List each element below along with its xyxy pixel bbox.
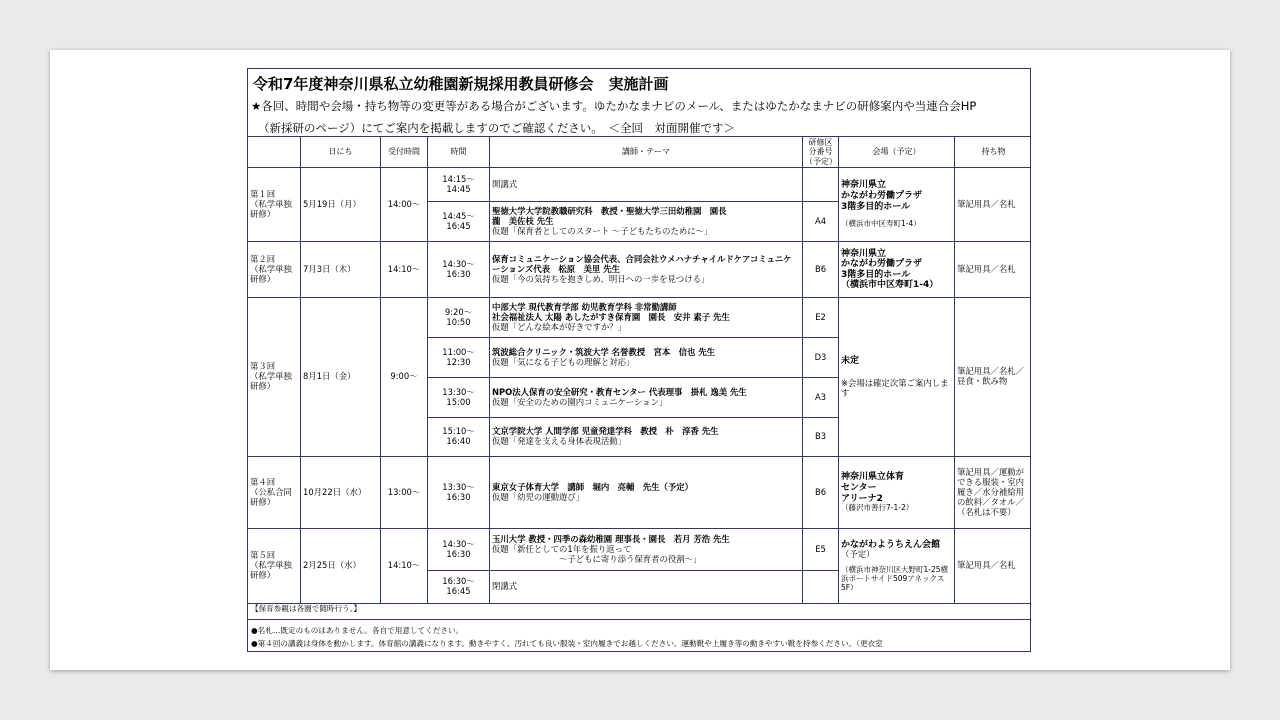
venue-cell — [839, 168, 955, 242]
footer-note-session4: ●第４回の講義は身体を動かします。体育館の講義になります。動きやすく、汚れても良い服装・室内履きでお越しください。運動靴や上履き等の動きやすい靴を持参ください。（更衣室 — [251, 639, 883, 648]
items-cell: 筆記用具／名札／昼食・飲み物 — [955, 298, 1032, 457]
reception-cell: 14:00～ — [381, 168, 428, 242]
document-title: 令和7年度神奈川県私立幼稚園新規採用教員研修会 実施計画 — [253, 75, 669, 93]
venue-address: （横浜市神奈川区大野町1-25横浜ポートサイド509アネックス5F） — [841, 565, 949, 592]
lecturer-text: 中部大学 現代教育学部 幼児教育学科 非常勤講師 社会福祉法人 太陽 あしたがすき保育園 園長 安井 素子 先生 — [492, 301, 730, 322]
venue-cell — [839, 457, 955, 529]
venue-address: （藤沢市善行7-1-2） — [841, 503, 914, 513]
header-session — [248, 137, 301, 168]
time-cell: 14:30～ 16:30 — [428, 529, 490, 571]
lecturer-text: 文京学院大学 人間学部 児童発達学科 教授 朴 淳香 先生 — [492, 426, 719, 437]
venue-note: （予定） — [841, 549, 875, 560]
reception-cell: 9:00～ — [381, 298, 428, 457]
theme-text: 仮題「安全のための園内コミュニケーション」 — [492, 396, 668, 407]
table-header-row — [248, 137, 1032, 168]
code-cell — [803, 571, 839, 604]
items-cell: 筆記用具／名札 — [955, 242, 1032, 298]
header-reception: 受付時間 — [381, 137, 428, 168]
code-cell: B3 — [803, 418, 839, 457]
time-cell: 16:30～ 16:45 — [428, 571, 490, 604]
table-row — [248, 529, 1032, 571]
code-cell: D3 — [803, 338, 839, 378]
code-cell: B6 — [803, 242, 839, 298]
theme-text: 仮題「保育者としてのスタート ～子どもたちのために～」 — [492, 225, 713, 236]
lecturer-text: 玉川大学 教授・四季の森幼稚園 理事長・園長 若月 芳浩 先生 — [492, 533, 730, 544]
items-cell: 筆記用具／名札 — [955, 168, 1032, 242]
time-cell: 11:00～ 12:30 — [428, 338, 490, 378]
items-cell: 筆記用具／運動ができる服装・室内履き／水分補給用の飲料／タオル／（名札は不要） — [955, 457, 1032, 529]
table-row — [248, 298, 1032, 338]
lecturer-theme-cell — [490, 168, 803, 202]
session-cell: 第４回 （公私合同 研修） — [248, 457, 301, 529]
header-date: 日にち — [301, 137, 381, 168]
code-cell: E5 — [803, 529, 839, 571]
lecturer-theme-cell — [490, 418, 803, 457]
theme-text: 仮題「気になる子どもの理解と対応」 — [492, 356, 635, 367]
date-cell: 8月1日（金） — [301, 298, 381, 457]
lecturer-theme-cell — [490, 242, 803, 298]
items-cell: 筆記用具／名札 — [955, 529, 1032, 604]
reception-cell: 14:10～ — [381, 529, 428, 604]
venue-name: 神奈川県立体育 センター アリーナ2 — [841, 472, 905, 504]
theme-text: 仮題「発達を支える身体表現活動」 — [492, 436, 626, 447]
theme-text: 仮題「どんな絵本が好きですか？」 — [492, 321, 626, 332]
code-cell: A3 — [803, 378, 839, 418]
footer-divider — [248, 619, 1031, 620]
venue-cell — [839, 298, 955, 457]
code-cell: E2 — [803, 298, 839, 338]
time-cell: 14:15～ 14:45 — [428, 168, 490, 202]
time-cell: 14:30～ 16:30 — [428, 242, 490, 298]
reception-cell: 13:00～ — [381, 457, 428, 529]
date-cell: 7月3日（木） — [301, 242, 381, 298]
schedule-sheet — [247, 68, 1031, 652]
time-cell: 13:30～ 15:00 — [428, 378, 490, 418]
header-items: 持ち物 — [955, 137, 1032, 168]
notice-line-2: （新採研のページ）にてご案内を掲載しますのでご確認ください。 ＜全回 対面開催です＞ — [258, 121, 736, 135]
schedule-table — [247, 136, 1031, 604]
venue-cell — [839, 242, 955, 298]
header-lecturer: 講師・テーマ — [490, 137, 803, 168]
lecturer-text: NPO法人保育の安全研究・教育センター 代表理事 掛札 逸美 先生 — [492, 386, 747, 397]
date-cell: 2月25日（水） — [301, 529, 381, 604]
theme-text: 仮題「幼児の運動遊び」 — [492, 491, 585, 502]
time-cell: 14:45～ 16:45 — [428, 202, 490, 242]
lecturer-text: 聖徳大学大学院教職研究科 教授・聖徳大学三田幼稚園 園長 瀧 美佐枝 先生 — [492, 205, 727, 226]
lecturer-text: 東京女子体育大学 講師 堀内 亮輔 先生（予定） — [492, 481, 693, 492]
date-cell: 10月22日（水） — [301, 457, 381, 529]
time-cell: 9:20～ 10:50 — [428, 298, 490, 338]
theme-text: 閉講式 — [492, 581, 518, 592]
session-cell: 第２回 （私学単独 研修） — [248, 242, 301, 298]
venue-name: 神奈川県立 かながわ労働プラザ 3階多目的ホール （横浜市中区寿町1-4） — [841, 248, 939, 291]
theme-text: 仮題「新任としての1年を振り返って ～子どもに寄り添う保育者の役割～」 — [492, 543, 702, 564]
venue-name: 神奈川県立 かながわ労働プラザ 3階多目的ホール — [841, 180, 923, 212]
code-cell — [803, 168, 839, 202]
lecturer-text: 保育コミュニケーション協会代表、合同会社ウメハナチャイルドケアコミュニケーションズ代表 松原 美里 先生 — [492, 253, 792, 274]
venue-address: （横浜市中区寿町1-4） — [841, 219, 921, 229]
notice-line-1: ★各回、時間や会場・持ち物等の変更等がある場合がございます。ゆたかなまナビのメール、またはゆたかなまナビの研修案内や当連合会HP — [251, 99, 977, 113]
table-row — [248, 242, 1032, 298]
venue-note: ※会場は確定次第ご案内します — [841, 377, 949, 398]
lecturer-theme-cell — [490, 338, 803, 378]
header-time: 時間 — [428, 137, 490, 168]
session-cell: 第１回 （私学単独 研修） — [248, 168, 301, 242]
code-cell: A4 — [803, 202, 839, 242]
session-cell: 第３回 （私学単独 研修） — [248, 298, 301, 457]
lecturer-theme-cell — [490, 529, 803, 571]
header-venue: 会場（予定） — [839, 137, 955, 168]
table-row — [248, 168, 1032, 202]
lecturer-text: 筑波総合クリニック・筑波大学 名誉教授 宮本 信也 先生 — [492, 346, 716, 357]
date-cell: 5月19日（月） — [301, 168, 381, 242]
code-cell: B6 — [803, 457, 839, 529]
time-cell: 15:10～ 16:40 — [428, 418, 490, 457]
footer-note-nametag: ●名札…既定のものはありません。各自で用意してください。 — [251, 626, 464, 635]
table-row — [248, 457, 1032, 529]
reception-cell: 14:10～ — [381, 242, 428, 298]
document-page — [50, 50, 1230, 670]
session-cell: 第５回 （私学単独 研修） — [248, 529, 301, 604]
venue-name: かながわようちえん会館 — [841, 539, 941, 550]
venue-cell — [839, 529, 955, 604]
lecturer-theme-cell — [490, 202, 803, 242]
theme-text: 仮題「今の気持ちを抱きしめ、明日への一歩を見つける」 — [492, 273, 710, 284]
lecturer-theme-cell — [490, 298, 803, 338]
lecturer-theme-cell — [490, 378, 803, 418]
header-code: 研修区分番号（予定） — [803, 137, 839, 168]
lecturer-theme-cell — [490, 457, 803, 529]
footer-note-observation: 【保育参観は各園で随時行う。】 — [251, 604, 362, 613]
venue-name: 未定 — [841, 356, 860, 367]
time-cell: 13:30～ 16:30 — [428, 457, 490, 529]
theme-text: 開講式 — [492, 178, 518, 189]
lecturer-theme-cell — [490, 571, 803, 604]
